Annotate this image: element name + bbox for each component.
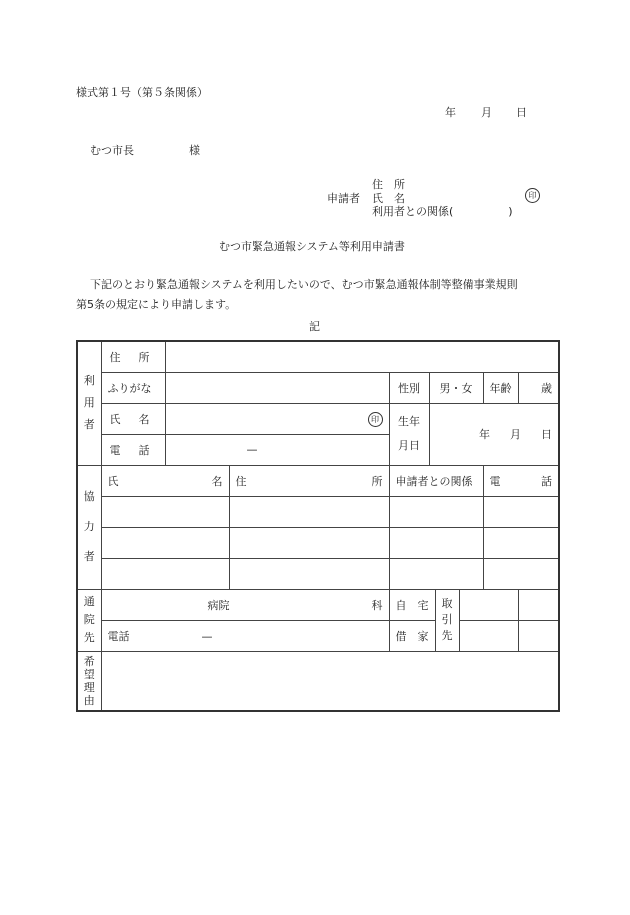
cooperator-row — [77, 496, 559, 527]
date-day: 日 — [516, 106, 527, 119]
hospital-field[interactable]: 病院 科 — [101, 589, 389, 620]
user-furigana-row — [77, 372, 559, 403]
user-name-label: 氏 名 — [101, 403, 165, 434]
coop-address-cell[interactable] — [229, 527, 389, 558]
sex-label: 性別 — [389, 372, 429, 403]
reason-section-label: 希 望 理 由 — [77, 651, 101, 711]
user-seal: 印 — [368, 412, 383, 427]
date-year: 年 — [445, 106, 456, 119]
hospital-phone-row — [77, 620, 559, 651]
applicant-address-label: 住 所 — [372, 178, 405, 191]
user-name-row — [77, 403, 559, 434]
rented-label: 借 家 — [389, 620, 435, 651]
addressee: むつ市長 様 — [90, 144, 200, 157]
coop-name-cell[interactable] — [101, 496, 229, 527]
age-label: 年齢 — [483, 372, 518, 403]
dealer-field-2a[interactable] — [459, 620, 518, 651]
reason-field[interactable] — [101, 651, 559, 711]
dealer-section-label: 取 引 先 — [435, 589, 459, 651]
user-address-field[interactable] — [165, 341, 559, 372]
hospital-phone-field[interactable]: 電話 — — [101, 620, 389, 651]
user-address-row — [77, 341, 559, 372]
birth-label: 生年 月日 — [389, 403, 429, 465]
dealer-field-1a[interactable] — [459, 589, 518, 620]
applicant-label: 申請者 — [327, 192, 360, 205]
coop-relation-cell[interactable] — [389, 496, 483, 527]
furigana-field[interactable] — [165, 372, 389, 403]
coop-phone-cell[interactable] — [483, 496, 559, 527]
user-name-field[interactable] — [165, 403, 389, 434]
coop-relation-cell[interactable] — [389, 558, 483, 589]
user-phone-label: 電 話 — [101, 434, 165, 465]
coop-address-cell[interactable] — [229, 496, 389, 527]
coop-address-cell[interactable] — [229, 558, 389, 589]
birth-date-field[interactable]: 年 月 日 — [429, 403, 559, 465]
hospital-section-label: 通 院 先 — [77, 589, 101, 651]
applicant-relation: 利用者との関係( ) — [372, 205, 513, 218]
coop-phone-cell[interactable] — [483, 527, 559, 558]
cooperator-row — [77, 558, 559, 589]
body-line-2: 第5条の規定により申請します。 — [76, 298, 237, 311]
cooperator-section-label: 協 力 者 — [77, 465, 101, 589]
own-home-label: 自 宅 — [389, 589, 435, 620]
date-month: 月 — [481, 106, 492, 119]
sex-options[interactable]: 男・女 — [429, 372, 483, 403]
furigana-label: ふりがな — [101, 372, 165, 403]
coop-name-cell[interactable] — [101, 558, 229, 589]
cooperator-row — [77, 527, 559, 558]
coop-address-header: 住 所 — [229, 465, 389, 496]
coop-phone-cell[interactable] — [483, 558, 559, 589]
body-line-1: 下記のとおり緊急通報システムを利用したいので、むつ市緊急通報体制等整備事業規則 — [90, 278, 518, 291]
applicant-name-label: 氏 名 — [372, 192, 405, 205]
user-phone-field[interactable]: — — [165, 434, 389, 465]
coop-relation-header: 申請者との関係 — [389, 465, 483, 496]
coop-relation-cell[interactable] — [389, 527, 483, 558]
application-form-table — [76, 340, 560, 712]
ki-label: 記 — [309, 320, 320, 333]
applicant-seal: 印 — [525, 188, 540, 203]
hospital-row — [77, 589, 559, 620]
dealer-field-2b[interactable] — [518, 620, 559, 651]
coop-name-cell[interactable] — [101, 527, 229, 558]
coop-phone-header: 電 話 — [483, 465, 559, 496]
user-section-label: 利 用 者 — [77, 341, 101, 465]
coop-name-header: 氏 名 — [101, 465, 229, 496]
form-number: 様式第１号（第５条関係） — [76, 86, 208, 99]
user-address-label: 住 所 — [101, 341, 165, 372]
dealer-field-1b[interactable] — [518, 589, 559, 620]
document-title: むつ市緊急通報システム等利用申請書 — [219, 240, 405, 253]
reason-row — [77, 651, 559, 711]
cooperator-header-row — [77, 465, 559, 496]
age-field[interactable]: 歳 — [518, 372, 559, 403]
